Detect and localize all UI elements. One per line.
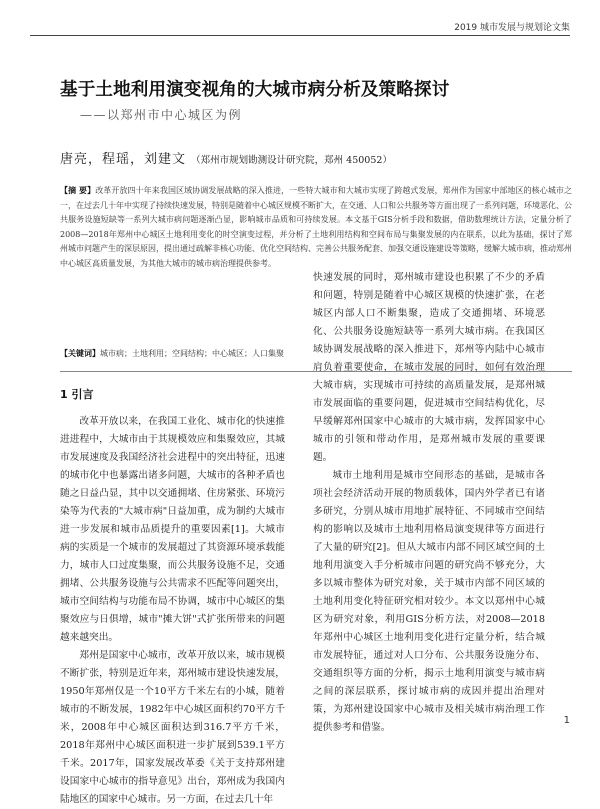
body-paragraph: 郑州是国家中心城市，改革开放以来，城市规模不断扩张，特别是近年来，郑州城市建设快速发展，1950年郑州仅是一个10平方千米左右的小城，随着城市的不断发展，1982年中心城区面积约70平方千米，2008年中心城区面积达到316.7平方千米，2018年郑州中心城区面积进一步扩展到539.1平方千米。2017年，国家发展改革委《关于支持郑州建设国家中心城市的指导意见》出台，郑州成为我国内陆地区的国家中心城市。另一方面，在过去几十年 <box>60 650 285 805</box>
abstract-label: 【摘 要】 <box>60 185 96 195</box>
paper-title: 基于土地利用演变视角的大城市病分析及策略探讨 <box>60 80 450 100</box>
section-heading-introduction: 1 引言 <box>60 388 94 401</box>
abstract-text: 改革开放四十年来我国区域协调发展战略的深入推进，一些特大城市和大城市实现了跨越式发展，郑州作为国家中部地区的核心城市之一，在过去几十年中实现了持续快速发展，特别是随着中心城区规模不断扩大，在交通、人口和公共服务等方面出现了一系列问题，环境恶化、公共服务设施短缺等一系列大城市病问题逐渐凸显，影响城市品质和可持续发展。本文基于GIS分析手段和数据，借助数理统计方法，定量分析了2008—2018年郑州中心城区土地利用变化的时空演变过程，并分析了土地利用结构和空间布局与集聚发展的内在联系，以此为基础，探讨了郑州城市问题产生的深层原因，提出通过疏解非核心功能、优化空间结构、完善公共服务配套、加强交通设施建设等策略，缓解大城市病，推动郑州中心城区高质量发展，为其他大城市的城市病治理提供参考。 <box>60 186 572 268</box>
page-number: 1 <box>563 715 570 726</box>
body-paragraph: 城市土地利用是城市空间形态的基础，是城市各项社会经济活动开展的物质载体，国内外学者已有诸多研究，分别从城市用地扩展特征、不同城市空间结构的影响以及城市土地利用格局演变规律等方面进行了大量的研究[2]。但从大城市内部不同区域空间的土地利用演变入手分析城市问题的研究尚不够充分，大多以城市整体为研究对象，关于城市内部不同区域的土地利用变化特征研究相对较少。本文以郑州中心城区为研究对象，利用GIS分析方法，对2008—2018年郑州中心城区土地利用变化进行定量分析，结合城市发展特征，通过对人口分布、公共服务设施分布、交通组织等方面的分析，揭示土地利用演变与城市病之间的深层联系，探讨城市病的成因并提出治理对策，为郑州建设国家中心城市及相关城市病治理工作提供参考和借鉴。 <box>313 470 545 733</box>
body-paragraph: 改革开放以来，在我国工业化、城市化的快速推进进程中，大城市由于其规模效应和集聚效应，其城市发展速度及我国经济社会进程中的突出特征，迅速的城市化中也暴露出诸多问题，大城市的各种矛盾也随之日益凸显，其中以交通拥堵、住房紧张、环境污染等为代表的"大城市病"日益加重，成为制约大城市进一步发展和城市品质提升的重要因素[1]。大城市病的实质是一个城市的发展超过了其资源环境承载能力，城市人口过度集聚，而公共服务设施不足，交通拥堵、公共服务设施与公共需求不匹配等问题突出，城市空间结构与功能布局不协调，城市中心城区的集聚效应与日俱增，城市"摊大饼"式扩张所带来的问题越来越突出。 <box>60 416 285 643</box>
keywords-text: 城市病；土地利用；空间结构；中心城区；人口集聚 <box>100 349 284 358</box>
keywords-label: 【关键词】 <box>60 348 100 358</box>
running-head: 2019 城市发展与规划论文集 <box>454 23 570 33</box>
paper-subtitle: ——以郑州市中心城区为例 <box>80 108 243 122</box>
body-paragraph: 快速发展的同时，郑州城市建设也积累了不少的矛盾和问题，特别是随着中心城区规模的快速扩张，在老城区内部人口不断集聚，造成了交通拥堵、环境恶化、公共服务设施短缺等一系列大城市病。在我国区域协调发展战略的深入推进下，郑州等内陆中心城市肩负着重要使命，在城市发展的同时，如何有效治理大城市病，实现城市可持续的高质量发展，是郑州城市发展面临的重要问题，促进城市空间结构优化，尽早缓解郑州国家中心城市的大城市病，发挥国家中心城市的引领和带动作用，是郑州城市发展的重要课题。 <box>313 272 545 463</box>
body-column-right <box>313 269 545 733</box>
author-affiliation: （郑州市规划勘测设计研究院，郑州 450052） <box>191 155 392 166</box>
abstract <box>60 183 572 272</box>
header-rule <box>30 35 570 36</box>
author-names: 唐亮，程瑶，刘建文 <box>60 152 187 167</box>
author-line <box>60 148 392 167</box>
body-column-left <box>60 413 285 805</box>
